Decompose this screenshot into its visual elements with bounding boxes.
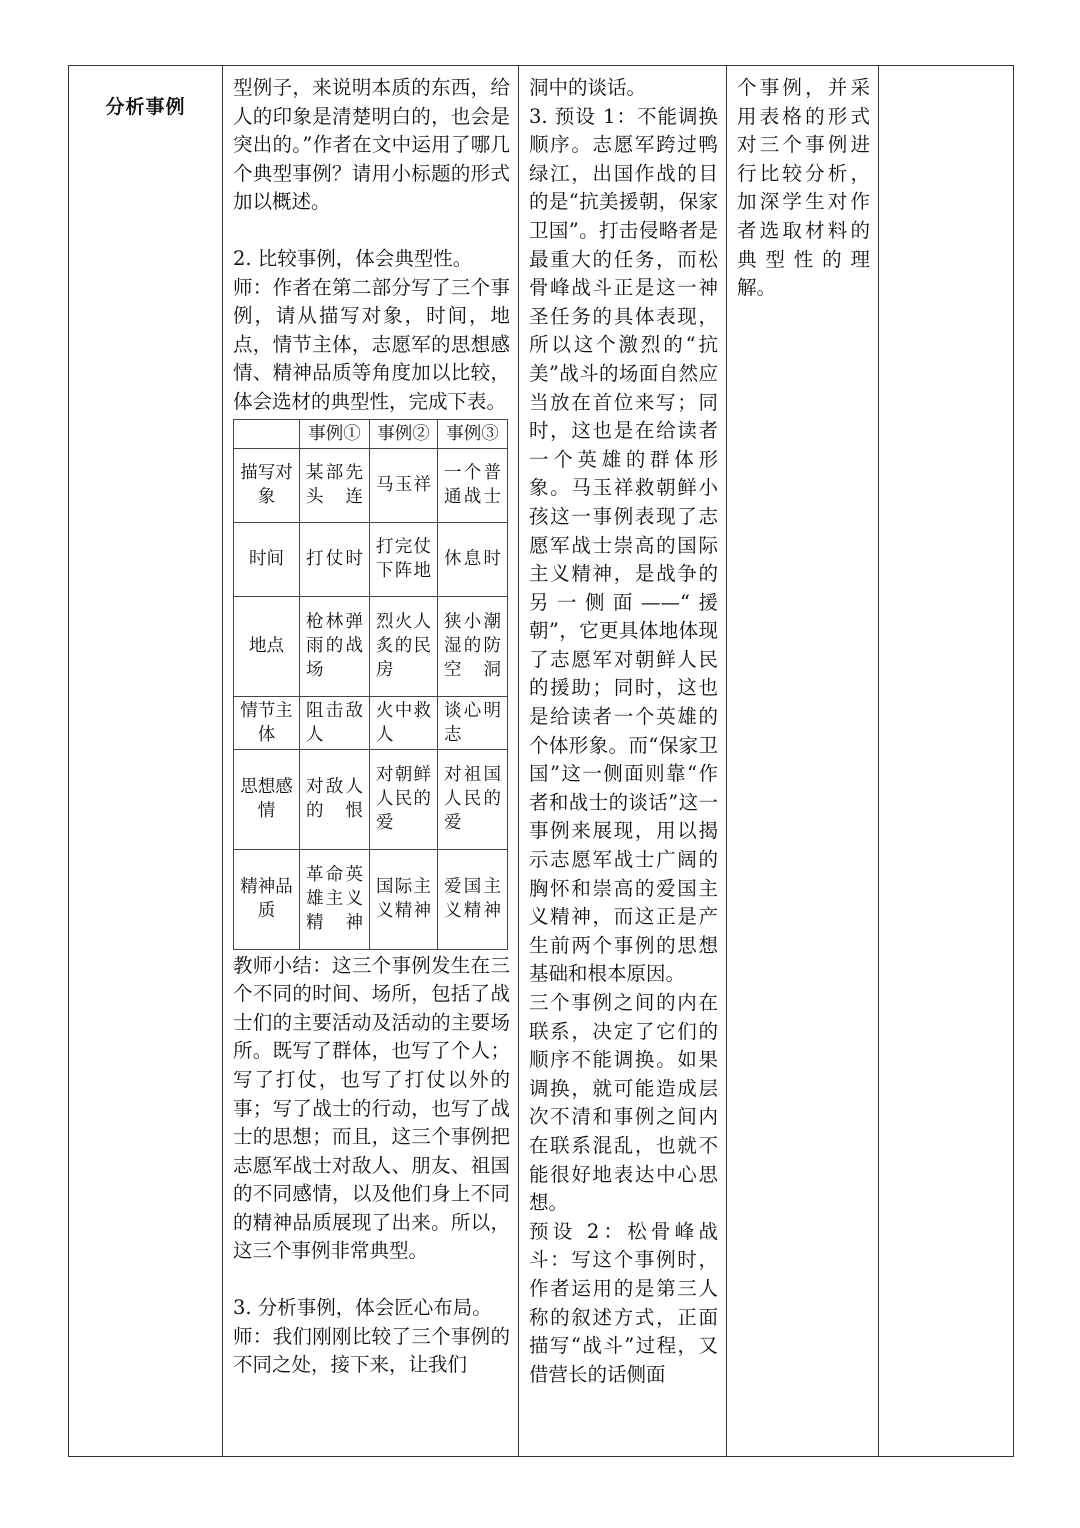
order-conclusion-paragraph: 三个事例之间的内在联系，决定了它们的顺序不能调换。如果调换，就可能造成层次不清和事例之间内在联系混乱，也就不能很好地表达中心思想。: [529, 991, 718, 1215]
section2-title: 2. 比较事例，体会典型性。: [233, 246, 473, 270]
comparison-header: 事例③: [438, 419, 508, 448]
comparison-row: [234, 448, 508, 522]
row-label: 精神品质: [234, 849, 300, 949]
table-cell: 对敌人的恨: [300, 749, 370, 849]
row-label: 思想感情: [234, 749, 300, 849]
comparison-row: [234, 696, 508, 749]
table-cell: 某部先头连: [300, 448, 370, 522]
student-activity-cell: [519, 66, 727, 1457]
lesson-plan-table: [68, 65, 1014, 1457]
stage-cell: [69, 66, 223, 1457]
table-cell: 爱国主义精神: [438, 849, 508, 949]
teacher-summary: 教师小结：这三个事例发生在三个不同的时间、场所，包括了战士们的主要活动及活动的主要场所。既写了群体，也写了个人；写了打仗，也写了打仗以外的事；写了战士的行动，也写了战士的思想；而且，这三个事例把志愿军战士对敌人、朋友、祖国的不同感情，以及他们身上不同的精神品质展现了出来。所以，这三个事例非常典型。: [233, 953, 510, 1263]
section3-title: 3. 分析事例，体会匠心布局。: [233, 1296, 492, 1320]
comparison-header: 事例②: [370, 419, 438, 448]
table-cell: 火中救人: [370, 696, 438, 749]
table-cell: 对朝鲜人民的爱: [370, 749, 438, 849]
empty-notes-cell: [879, 66, 1014, 1457]
table-cell: 对祖国人民的爱: [438, 749, 508, 849]
comparison-header-row: [234, 419, 508, 448]
table-cell: 狭小潮湿的防空洞: [438, 596, 508, 696]
row-label: 情节主体: [234, 696, 300, 749]
design-intent-cell: [727, 66, 879, 1457]
table-cell: 烈火人炙的民房: [370, 596, 438, 696]
table-cell: 打仗时: [300, 522, 370, 596]
comparison-row: [234, 749, 508, 849]
intro-paragraph: 型例子，来说明本质的东西，给人的印象是清楚明白的，也会是突出的。”作者在文中运用了哪几个典型事例？请用小标题的形式加以概述。: [233, 76, 510, 214]
row-label: 时间: [234, 522, 300, 596]
section3-prompt: 师：我们刚刚比较了三个事例的不同之处，接下来，让我们: [233, 1324, 510, 1377]
table-cell: 枪林弹雨的战场: [300, 596, 370, 696]
lesson-plan-row: [69, 66, 1014, 1457]
stage-label: 分析事例: [105, 96, 186, 118]
table-cell: 一个普通战士: [438, 448, 508, 522]
comparison-header: [234, 419, 300, 448]
preset-2-paragraph: 预设 2：松骨峰战斗：写这个事例时，作者运用的是第三人称的叙述方式，正面描写“战斗”过程，又借营长的话侧面: [529, 1219, 718, 1386]
table-cell: 马玉祥: [370, 448, 438, 522]
comparison-table: [233, 419, 508, 950]
row-label: 地点: [234, 596, 300, 696]
table-cell: 阻击敌人: [300, 696, 370, 749]
row-label: 描写对象: [234, 448, 300, 522]
comparison-row: [234, 849, 508, 949]
comparison-row: [234, 522, 508, 596]
design-intent-paragraph: 个事例，并采用表格的形式对三个事例进行比较分析，加深学生对作者选取材料的典型性的理解。: [737, 76, 870, 300]
table-cell: 休息时: [438, 522, 508, 596]
table-cell: 打完仗下阵地: [370, 522, 438, 596]
comparison-row: [234, 596, 508, 696]
student-paragraph: 洞中的谈话。: [529, 76, 647, 99]
preset-1-paragraph: 3. 预设 1：不能调换顺序。志愿军跨过鸭绿江，出国作战的目的是“抗美援朝，保家卫国”。打击侵略者是最重大的任务，而松骨峰战斗正是这一神圣任务的具体表现，所以这个激烈的“抗美”战斗的场面自然应当放在首位来写；同时，这也是在给读者一个英雄的群体形象。马玉祥救朝鲜小孩这一事例表现了志愿军战士崇高的国际主义精神，是战争的另一侧面——“援朝”，它更具体地体现了志愿军对朝鲜人民的援助；同时，这也是给读者一个英雄的个体形象。而“保家卫国”这一侧面则靠“作者和战士的谈话”这一事例来展现，用以揭示志愿军战士广阔的胸怀和崇高的爱国主义精神，而这正是产生前两个事例的思想基础和根本原因。: [529, 104, 718, 986]
table-cell: 国际主义精神: [370, 849, 438, 949]
section2-prompt: 师：作者在第二部分写了三个事例，请从描写对象，时间，地点，情节主体，志愿军的思想感情、精神品质等角度加以比较，体会选材的典型性，完成下表。: [233, 275, 510, 413]
table-cell: 革命英雄主义精神: [300, 849, 370, 949]
comparison-header: 事例①: [300, 419, 370, 448]
teacher-activity-cell: [223, 66, 519, 1457]
table-cell: 谈心明志: [438, 696, 508, 749]
